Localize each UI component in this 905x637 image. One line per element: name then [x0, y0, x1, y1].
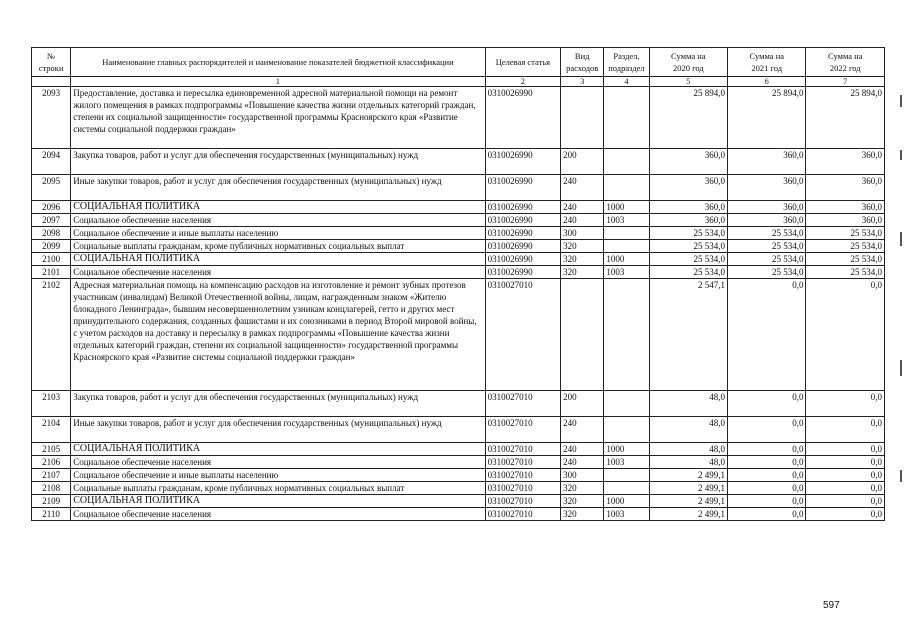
row-expense-type: 240 [561, 417, 604, 443]
row-sum-2022: 0,0 [806, 391, 885, 417]
row-sum-2022: 360,0 [806, 201, 885, 214]
row-number: 2099 [32, 240, 71, 253]
header-sum-2021-l2: 2021 год [751, 63, 783, 73]
header-section-l2: подраздел [608, 63, 645, 73]
table-row [32, 482, 885, 495]
row-target-article: 0310027010 [485, 279, 560, 391]
header-sum-2022-l1: Сумма на [827, 51, 863, 61]
row-sum-2022: 25 534,0 [806, 240, 885, 253]
row-expense-type [561, 279, 604, 391]
row-sum-2021: 25 534,0 [728, 253, 806, 266]
row-sum-2021: 360,0 [728, 149, 806, 175]
row-sum-2020: 25 534,0 [649, 227, 727, 240]
row-section [604, 279, 649, 391]
row-target-article: 0310027010 [485, 443, 560, 456]
row-target-article: 0310027010 [485, 469, 560, 482]
table-row [32, 456, 885, 469]
row-name: Социальное обеспечение населения [71, 266, 485, 279]
row-sum-2020: 2 547,1 [649, 279, 727, 391]
header-target-article: Целевая статья [485, 48, 560, 77]
row-section [604, 240, 649, 253]
row-sum-2021: 360,0 [728, 175, 806, 201]
row-expense-type: 300 [561, 469, 604, 482]
table-row [32, 240, 885, 253]
row-expense-type: 240 [561, 201, 604, 214]
row-name: Социальные выплаты гражданам, кроме публичных нормативных социальных выплат [71, 482, 485, 495]
row-section [604, 482, 649, 495]
row-sum-2021: 360,0 [728, 201, 806, 214]
row-number: 2104 [32, 417, 71, 443]
row-sum-2021: 0,0 [728, 443, 806, 456]
row-target-article: 0310026990 [485, 253, 560, 266]
row-sum-2020: 25 534,0 [649, 240, 727, 253]
row-name: Социальное обеспечение и иные выплаты населению [71, 469, 485, 482]
row-section: 1003 [604, 266, 649, 279]
row-expense-type: 320 [561, 240, 604, 253]
scan-edge-mark [900, 150, 902, 160]
row-number: 2108 [32, 482, 71, 495]
header-name: Наименование главных распорядителей и наименование показателей бюджетной классификации [71, 48, 485, 77]
row-number: 2107 [32, 469, 71, 482]
row-number: 2097 [32, 214, 71, 227]
index-cell: 3 [561, 77, 604, 87]
row-sum-2022: 0,0 [806, 417, 885, 443]
row-name: СОЦИАЛЬНАЯ ПОЛИТИКА [71, 443, 485, 456]
table-row [32, 201, 885, 214]
table-row [32, 495, 885, 508]
row-section [604, 391, 649, 417]
row-number: 2094 [32, 149, 71, 175]
row-section: 1000 [604, 443, 649, 456]
row-number: 2103 [32, 391, 71, 417]
row-sum-2022: 360,0 [806, 149, 885, 175]
row-target-article: 0310026990 [485, 227, 560, 240]
row-sum-2020: 360,0 [649, 149, 727, 175]
row-number: 2110 [32, 508, 71, 521]
row-sum-2022: 360,0 [806, 214, 885, 227]
row-name: Социальное обеспечение и иные выплаты населению [71, 227, 485, 240]
row-expense-type: 320 [561, 266, 604, 279]
row-expense-type: 320 [561, 508, 604, 521]
row-expense-type [561, 87, 604, 149]
row-expense-type: 200 [561, 391, 604, 417]
table-row [32, 175, 885, 201]
row-sum-2022: 0,0 [806, 279, 885, 391]
table-row [32, 417, 885, 443]
row-name: СОЦИАЛЬНАЯ ПОЛИТИКА [71, 253, 485, 266]
table-row [32, 391, 885, 417]
row-sum-2021: 0,0 [728, 508, 806, 521]
row-sum-2022: 0,0 [806, 508, 885, 521]
row-number: 2096 [32, 201, 71, 214]
header-expense-type-l2: расходов [566, 63, 599, 73]
header-sum-2020-l2: 2020 год [672, 63, 704, 73]
row-target-article: 0310026990 [485, 266, 560, 279]
scan-edge-mark [900, 95, 902, 107]
row-section [604, 227, 649, 240]
row-number: 2109 [32, 495, 71, 508]
row-section [604, 469, 649, 482]
row-sum-2021: 0,0 [728, 482, 806, 495]
row-name: Социальное обеспечение населения [71, 456, 485, 469]
row-name: Социальное обеспечение населения [71, 214, 485, 227]
index-cell-empty [32, 77, 71, 87]
row-expense-type: 320 [561, 253, 604, 266]
row-sum-2021: 0,0 [728, 391, 806, 417]
row-number: 2102 [32, 279, 71, 391]
table-row [32, 253, 885, 266]
index-cell: 6 [728, 77, 806, 87]
row-expense-type: 240 [561, 456, 604, 469]
row-sum-2020: 360,0 [649, 214, 727, 227]
table-row [32, 149, 885, 175]
index-cell: 7 [806, 77, 885, 87]
row-sum-2020: 360,0 [649, 201, 727, 214]
index-cell: 1 [71, 77, 485, 87]
row-section [604, 417, 649, 443]
table-row [32, 279, 885, 391]
row-sum-2021: 25 894,0 [728, 87, 806, 149]
row-section: 1003 [604, 214, 649, 227]
row-name: Иные закупки товаров, работ и услуг для обеспечения государственных (муниципальных) нужд [71, 417, 485, 443]
row-sum-2022: 0,0 [806, 482, 885, 495]
row-expense-type: 240 [561, 175, 604, 201]
row-number: 2101 [32, 266, 71, 279]
row-section: 1000 [604, 201, 649, 214]
row-sum-2020: 48,0 [649, 391, 727, 417]
row-sum-2022: 0,0 [806, 443, 885, 456]
header-expense-type [561, 48, 604, 77]
row-sum-2021: 25 534,0 [728, 266, 806, 279]
column-index-row [32, 77, 885, 87]
row-target-article: 0310026990 [485, 149, 560, 175]
row-section: 1003 [604, 456, 649, 469]
row-expense-type: 300 [561, 227, 604, 240]
table-row [32, 266, 885, 279]
row-section: 1003 [604, 508, 649, 521]
scan-edge-mark [900, 470, 902, 482]
row-expense-type: 240 [561, 214, 604, 227]
row-section [604, 87, 649, 149]
row-name: Социальные выплаты гражданам, кроме публичных нормативных социальных выплат [71, 240, 485, 253]
row-sum-2021: 25 534,0 [728, 240, 806, 253]
index-cell: 5 [649, 77, 727, 87]
row-target-article: 0310027010 [485, 482, 560, 495]
header-sum-2021 [728, 48, 806, 77]
row-target-article: 0310026990 [485, 240, 560, 253]
row-name: СОЦИАЛЬНАЯ ПОЛИТИКА [71, 495, 485, 508]
row-target-article: 0310027010 [485, 417, 560, 443]
page-number: 597 [823, 600, 840, 611]
budget-table [31, 47, 885, 521]
row-sum-2021: 25 534,0 [728, 227, 806, 240]
row-target-article: 0310027010 [485, 495, 560, 508]
row-sum-2020: 2 499,1 [649, 508, 727, 521]
row-expense-type: 320 [561, 495, 604, 508]
row-sum-2020: 25 534,0 [649, 266, 727, 279]
row-target-article: 0310026990 [485, 175, 560, 201]
row-name: Закупка товаров, работ и услуг для обеспечения государственных (муниципальных) нужд [71, 149, 485, 175]
table-body [32, 87, 885, 521]
row-number: 2098 [32, 227, 71, 240]
row-sum-2020: 2 499,1 [649, 469, 727, 482]
row-sum-2020: 48,0 [649, 443, 727, 456]
row-name: Закупка товаров, работ и услуг для обеспечения государственных (муниципальных) нужд [71, 391, 485, 417]
row-number: 2095 [32, 175, 71, 201]
header-sum-2020 [649, 48, 727, 77]
row-sum-2020: 48,0 [649, 456, 727, 469]
table-header [32, 48, 885, 87]
row-target-article: 0310027010 [485, 508, 560, 521]
header-sum-2022 [806, 48, 885, 77]
row-expense-type: 320 [561, 482, 604, 495]
row-sum-2020: 2 499,1 [649, 495, 727, 508]
row-sum-2020: 25 534,0 [649, 253, 727, 266]
row-sum-2021: 0,0 [728, 469, 806, 482]
row-section: 1000 [604, 253, 649, 266]
row-sum-2022: 25 534,0 [806, 227, 885, 240]
row-number: 2093 [32, 87, 71, 149]
row-name: СОЦИАЛЬНАЯ ПОЛИТИКА [71, 201, 485, 214]
row-expense-type: 200 [561, 149, 604, 175]
row-sum-2022: 25 534,0 [806, 266, 885, 279]
table-row [32, 469, 885, 482]
row-name: Адресная материальная помощь на компенсацию расходов на изготовление и ремонт зубных протезов участникам (инвалидам) Великой Отечественной войны, лицам, награжденным знаком «Жителю блокадного Ленинграда», бывшим несовершеннолетним узникам концлагерей, гетто и других мест принудительного содержания, созданных фашистами и их союзниками в период Второй мировой войны, с учетом расходов на доставку и пересылку в рамках подпрограммы «Повышение качества жизни отдельных категорий граждан, степени их социальной защищенности» государственной программы Красноярского края «Развитие системы социальной поддержки граждан» [71, 279, 485, 391]
scan-edge-mark [900, 360, 902, 376]
row-section [604, 149, 649, 175]
header-sum-2022-l2: 2022 год [829, 63, 861, 73]
row-sum-2022: 0,0 [806, 456, 885, 469]
row-target-article: 0310026990 [485, 87, 560, 149]
table-row [32, 214, 885, 227]
row-sum-2022: 25 534,0 [806, 253, 885, 266]
row-sum-2020: 2 499,1 [649, 482, 727, 495]
table-row [32, 443, 885, 456]
header-expense-type-l1: Вид [574, 51, 590, 61]
scan-edge-mark [900, 232, 902, 246]
row-sum-2020: 360,0 [649, 175, 727, 201]
row-target-article: 0310027010 [485, 391, 560, 417]
table-row [32, 87, 885, 149]
row-sum-2021: 0,0 [728, 495, 806, 508]
row-sum-2021: 360,0 [728, 214, 806, 227]
row-sum-2020: 25 894,0 [649, 87, 727, 149]
header-section-l1: Раздел, [613, 51, 640, 61]
row-sum-2021: 0,0 [728, 417, 806, 443]
row-section: 1000 [604, 495, 649, 508]
header-sum-2020-l1: Сумма на [671, 51, 706, 61]
header-sum-2021-l1: Сумма на [749, 51, 785, 61]
row-name: Предоставление, доставка и пересылка единовременной адресной материальной помощи на ремонт жилого помещения в рамках подпрограммы «Повышение качества жизни отдельных категорий граждан, степени их социальной защищенности» государственной программы Красноярского края «Развитие системы социальной поддержки граждан» [71, 87, 485, 149]
index-cell: 2 [485, 77, 560, 87]
row-target-article: 0310026990 [485, 201, 560, 214]
row-target-article: 0310026990 [485, 214, 560, 227]
row-sum-2022: 25 894,0 [806, 87, 885, 149]
table-row [32, 508, 885, 521]
index-cell: 4 [604, 77, 649, 87]
row-sum-2022: 0,0 [806, 495, 885, 508]
row-sum-2022: 0,0 [806, 469, 885, 482]
row-name: Социальное обеспечение населения [71, 508, 485, 521]
row-number: 2105 [32, 443, 71, 456]
row-number: 2106 [32, 456, 71, 469]
row-sum-2021: 0,0 [728, 279, 806, 391]
row-sum-2021: 0,0 [728, 456, 806, 469]
row-target-article: 0310027010 [485, 456, 560, 469]
row-sum-2020: 48,0 [649, 417, 727, 443]
row-expense-type: 240 [561, 443, 604, 456]
row-sum-2022: 360,0 [806, 175, 885, 201]
row-section [604, 175, 649, 201]
header-section [604, 48, 649, 77]
header-row-number: № строки [32, 48, 71, 77]
row-name: Иные закупки товаров, работ и услуг для обеспечения государственных (муниципальных) нужд [71, 175, 485, 201]
row-number: 2100 [32, 253, 71, 266]
table-row [32, 227, 885, 240]
